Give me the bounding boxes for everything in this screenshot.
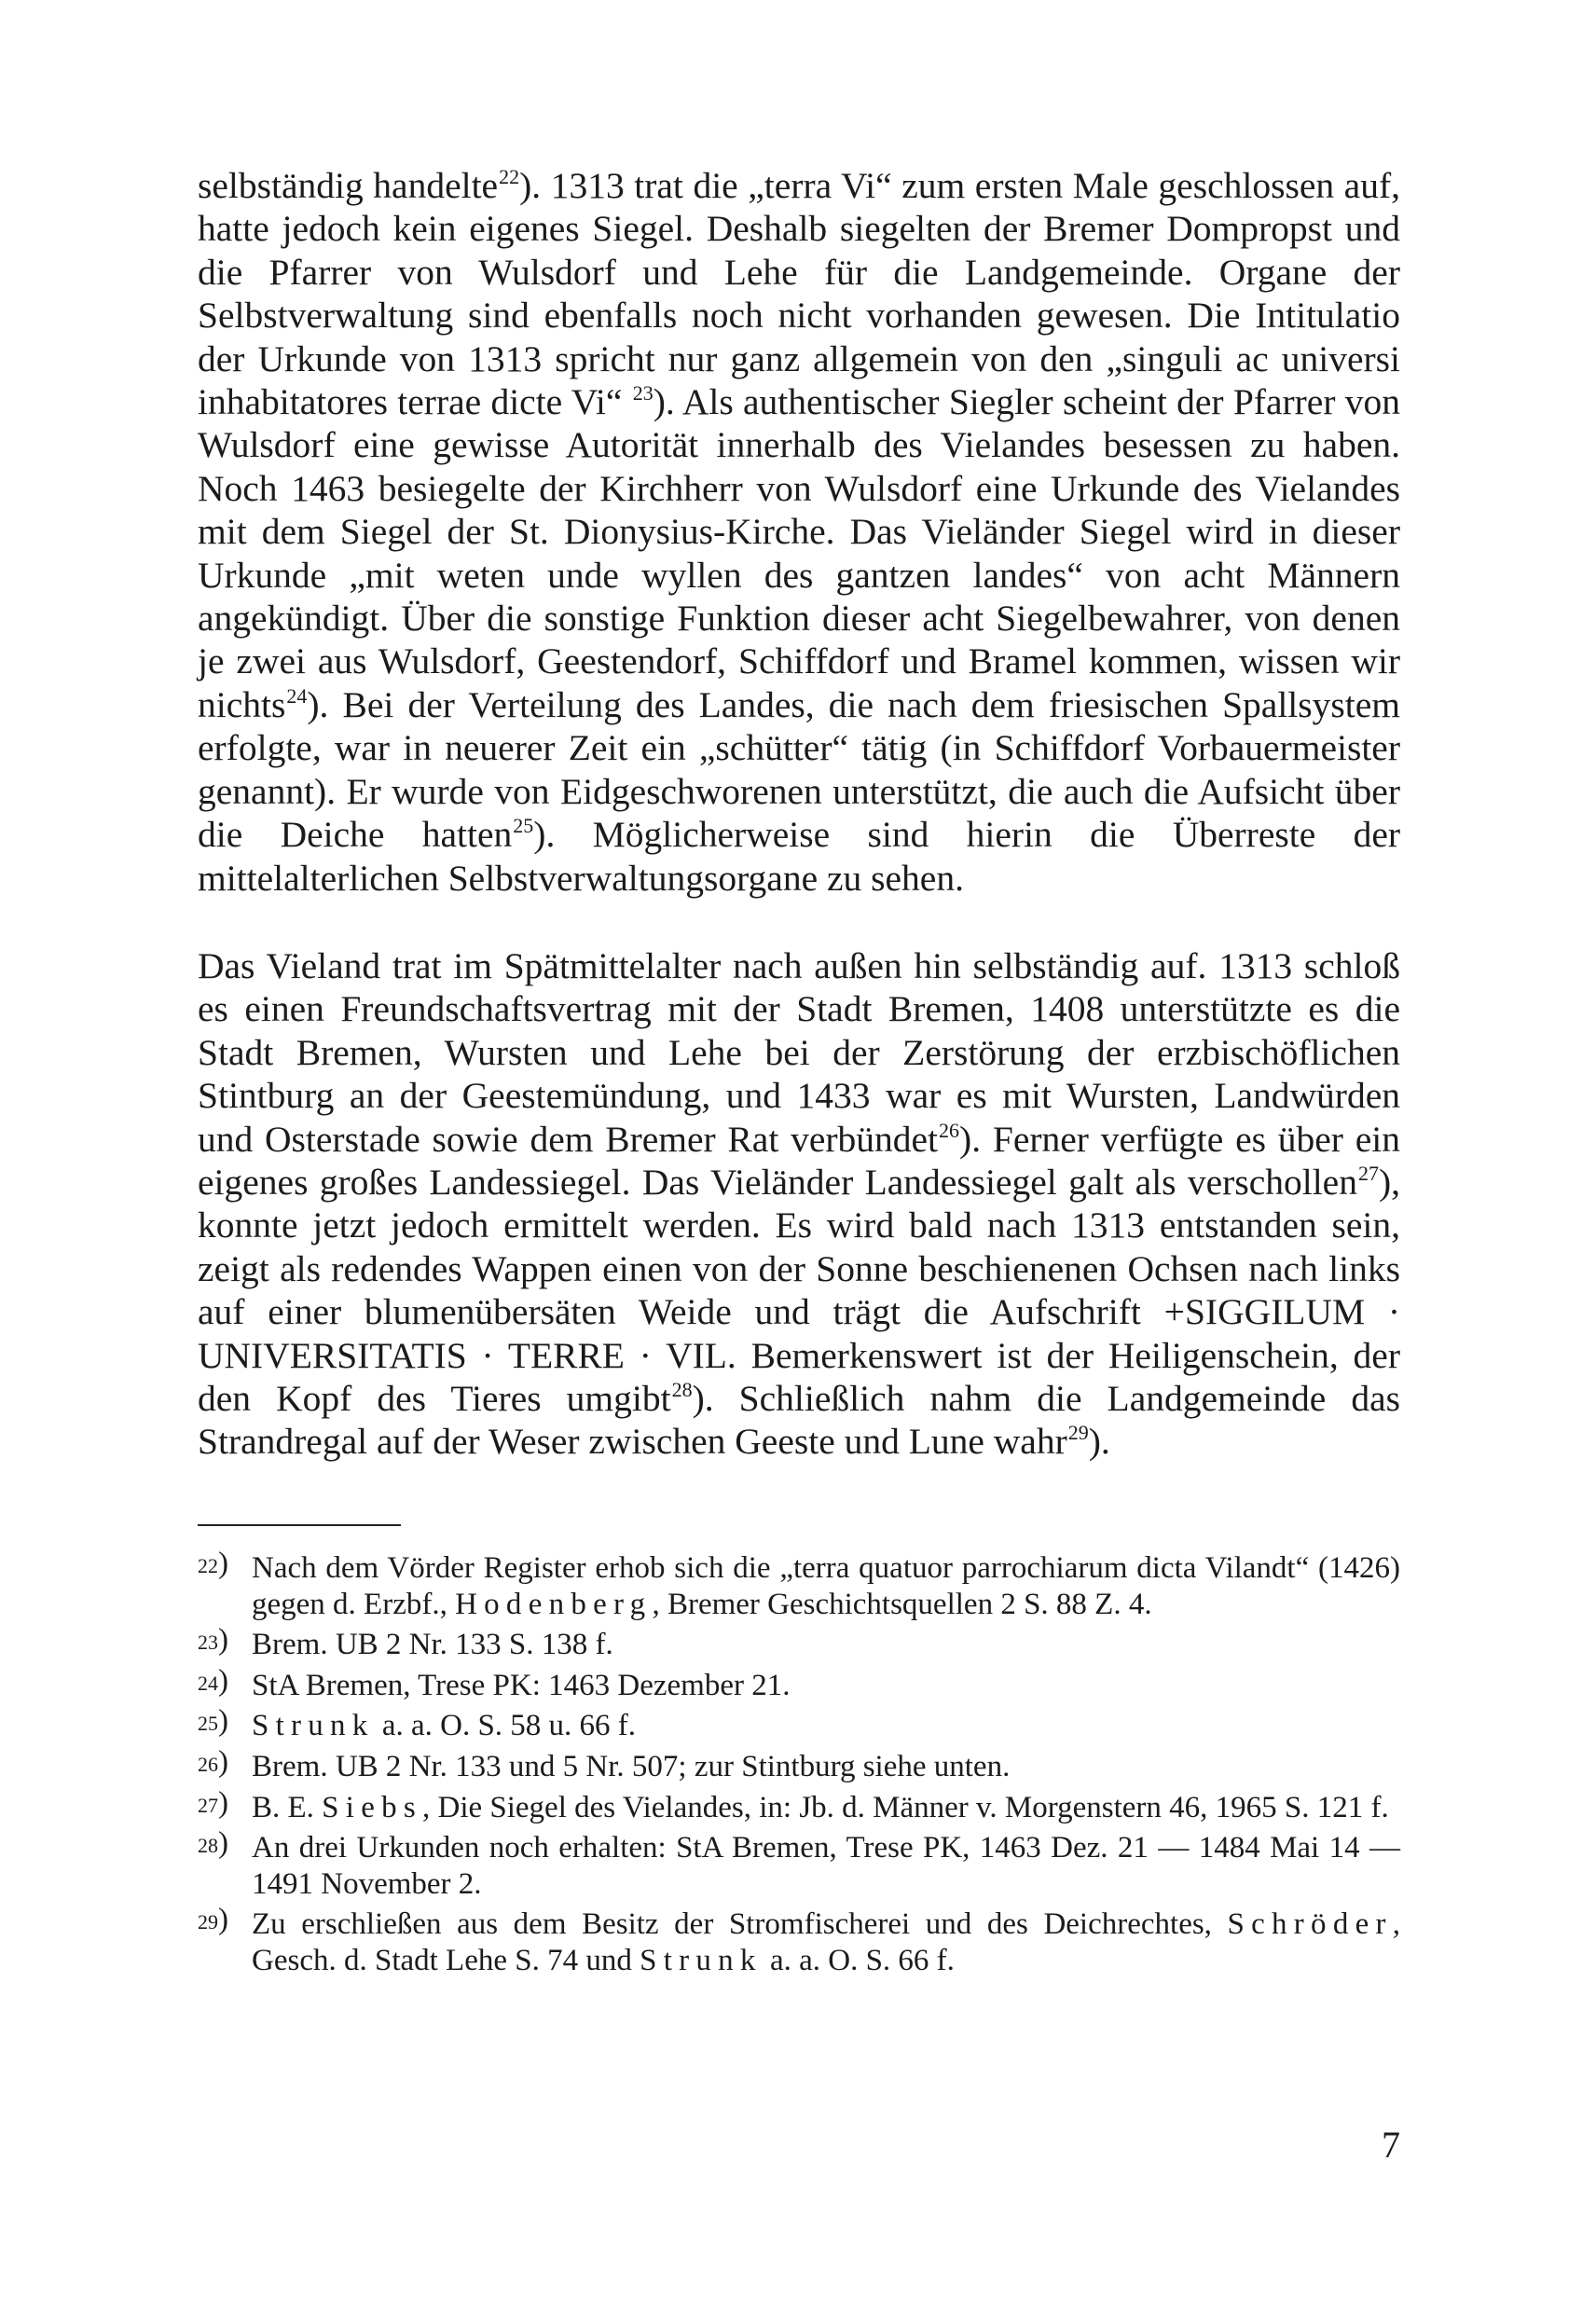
footnotes [198,1547,1400,1984]
footnote-number: 29) [198,1903,228,1937]
spaced-name: Schröder [1227,1907,1393,1942]
footnote-text [252,1790,1400,1826]
footnote [198,1663,1400,1704]
spaced-name: Siebs [322,1790,422,1824]
footnote-number-value: 23 [198,1631,218,1655]
footnote-ref: 24 [286,683,308,708]
text-run: , Bremer Geschichtsquellen 2 S. 88 Z. 4. [652,1587,1152,1621]
footnote-number: 26) [198,1744,228,1779]
text-run: Zu erschließen aus dem Besitz der Stromfischerei und des Deichrechtes, [252,1907,1228,1942]
text-run: ). 1313 trat die „terra Vi“ zum ersten Male geschlossen auf, hatte jedoch kein eigenes Siegel. Deshalb siegelten der Bremer Dompropst und die Pfarrer von Wulsdorf und Lehe für die Landgemeinde. Organe der Selbstverwaltung sind ebenfalls noch nicht vorhanden gewesen. Die Intitulatio der Urkunde von 1313 spricht nur ganz allgemein von den „singuli ac universi inhabitatores terrae dicte Vi“ [198,165,1400,423]
footnote-number-value: 29 [198,1910,218,1934]
text-run: ). Als authentischer Siegler scheint der Pfarrer von Wulsdorf eine gewisse Autorität innerhalb des Vielandes besessen zu haben. Noch 1463 besiegelte der Kirchherr von Wulsdorf eine Urkunde des Vielandes mit dem Siegel der St. Dionysius-Kirche. Das Vieländer Siegel wird in dieser Urkunde „mit weten unde wyllen des gantzen landes“ von acht Männern angekündigt. Über die sonstige Funktion dieser acht Siegelbewahrer, von denen je zwei aus Wulsdorf, Geestendorf, Schiffdorf und Bramel kommen, wissen wir nichts [198,381,1401,725]
footnote-number: 24) [198,1663,228,1698]
text-run: Brem. UB 2 Nr. 133 S. 138 f. [252,1628,613,1662]
footnote-text [252,1708,1400,1744]
text-run: ). Ferner verfügte es über ein eigenes großes Landessiegel. Das Vieländer Landessiegel galt als verschollen [198,1118,1400,1203]
text-run: Nach dem Vörder Register erhob sich die „terra quatuor parrochiarum dicta Vilandt“ (1426) gegen d. Erzbf., [252,1551,1400,1621]
footnote-number: 22) [198,1547,228,1580]
footnote-ref: 25 [513,814,534,838]
text-run: ), konnte jetzt jedoch ermittelt werden. Es wird bald nach 1313 entstanden sein, zeigt als redendes Wappen einen von der Sonne beschienenen Ochsen nach links auf einer blumenübersäten Weide und trägt die Aufschrift +SIGGILUM · UNIVERSITATIS · TERRE · VIL. Bemerkenswert ist der Heiligenschein, der den Kopf des Tieres umgibt [198,1161,1400,1419]
footnote-ref: 22 [499,165,520,188]
footnote-number-value: 28 [198,1834,218,1858]
footnote-text [252,1830,1400,1902]
footnote-ref: 27 [1357,1161,1379,1185]
spaced-name: Strunk [252,1709,375,1743]
paragraph [198,944,1400,1464]
footnote-number: 25) [198,1704,228,1739]
text-run: Das Vieland trat im Spätmittelalter nach außen hin selbständig auf. 1313 schloß es einen Freundschaftsvertrag mit der Stadt Bremen, 1408 unterstützte es die Stadt Bremen, Wursten und Lehe bei der Zerstörung der erzbischöflichen Stintburg an der Geestemündung, und 1433 war es mit Wursten, Landwürden und Osterstade sowie dem Bremer Rat verbündet [198,944,1400,1160]
text-run: B. E. [252,1790,323,1824]
footnote-number: 23) [198,1623,228,1658]
footnote [198,1704,1400,1744]
footnote-number-value: 26 [198,1752,218,1776]
footnote-text [252,1906,1400,1978]
spaced-name: Strunk [640,1943,763,1977]
text-run: ). Bei der Verteilung des Landes, die nach dem friesischen Spallsystem erfolgte, war in neuerer Zeit ein „schütter“ tätig (in Schiffdorf Vorbauermeister genannt). Er wurde von Eidgeschworenen unterstützt, die auch die Aufsicht über die Deiche hatten [198,683,1400,856]
footnote [198,1785,1400,1826]
footnote [198,1547,1400,1622]
text-run: An drei Urkunden noch erhalten: StA Bremen, Trese PK, 1463 Dez. 21 — 1484 Mai 14 — 1491 November 2. [252,1831,1400,1901]
footnote-number-value: 22 [198,1554,218,1577]
text-run: Brem. UB 2 Nr. 133 und 5 Nr. 507; zur Stintburg siehe unten. [252,1749,1011,1783]
paragraph [198,164,1400,900]
footnote-ref: 23 [632,381,654,406]
text-run: ). Schließlich nahm die Landgemeinde das Strandregal auf der Weser zwischen Geeste und Lune wahr [198,1377,1400,1463]
footnote-number: 28) [198,1826,228,1861]
footnote-text [252,1550,1400,1622]
text-run: , Die Siegel des Vielandes, in: Jb. d. Männer v. Morgenstern 46, 1965 S. 121 f. [421,1790,1389,1824]
text-run: ). [1088,1421,1110,1463]
footnote [198,1744,1400,1785]
footnote-number-value: 27 [198,1793,218,1817]
footnote-ref: 29 [1067,1421,1089,1445]
text-run: a. a. O. S. 58 u. 66 f. [374,1709,637,1743]
footnote-number-value: 24 [198,1671,218,1695]
footnote [198,1903,1400,1978]
footnote-number-value: 25 [198,1712,218,1736]
spaced-name: Hodenberg [455,1587,653,1621]
footnote-ref: 26 [939,1118,960,1142]
text-run: selbständig handelte [198,165,499,206]
text-run: , Gesch. d. Stadt Lehe S. 74 und [252,1907,1400,1977]
footnote-text [252,1668,1400,1704]
main-text [198,164,1400,1464]
text-run: StA Bremen, Trese PK: 1463 Dezember 21. [252,1668,791,1702]
footnote-text [252,1749,1400,1785]
page-number: 7 [1382,2124,1400,2166]
footnote [198,1826,1400,1902]
footnote [198,1623,1400,1663]
footnote-ref: 28 [671,1377,693,1401]
footnote-number: 27) [198,1785,228,1820]
text-run: a. a. O. S. 66 f. [762,1943,955,1977]
footnote-text [252,1627,1400,1663]
text-run: ). Möglicherweise sind hierin die Überreste der mittelalterlichen Selbstverwaltungsorgane zu sehen. [198,814,1401,899]
footnote-separator [198,1524,401,1526]
